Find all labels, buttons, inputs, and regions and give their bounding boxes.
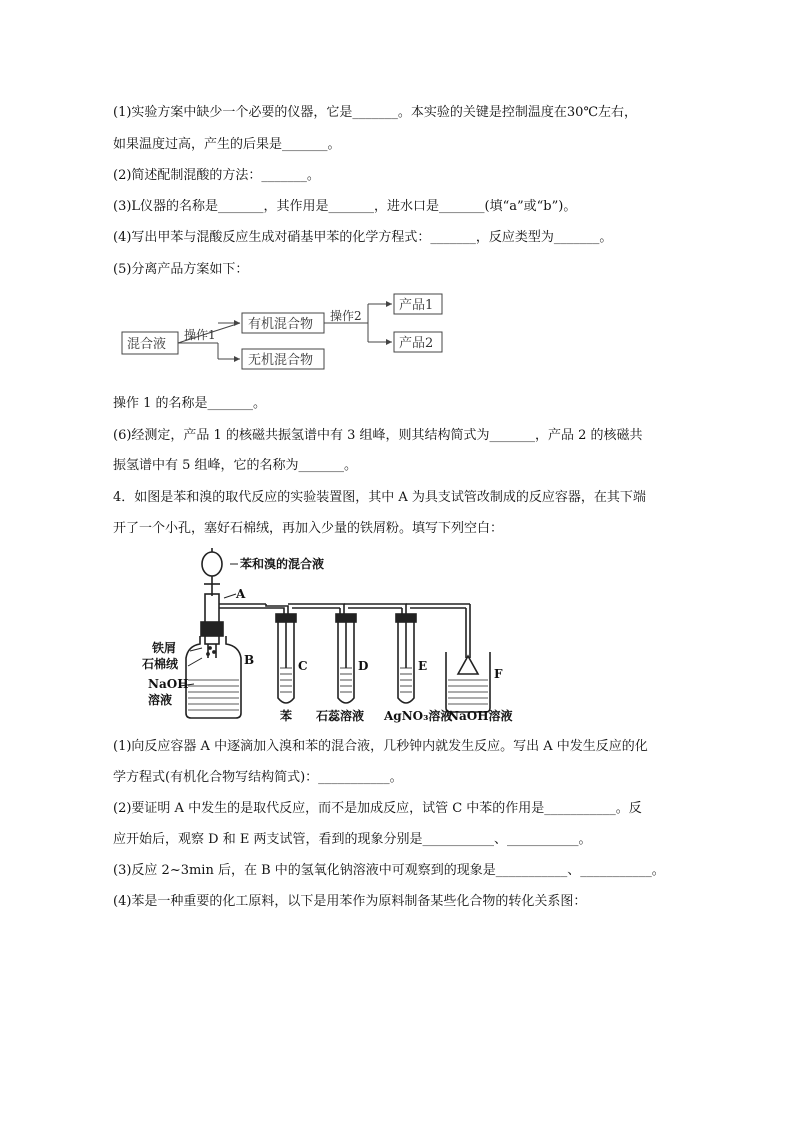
liquid-b [188,680,239,710]
separation-flow-diagram [118,290,458,376]
question-5-5-op1: 操作 1 的名称是_______。 [113,396,267,411]
beaker-f [446,652,490,712]
question-5-2: (2)简述配制混酸的方法：_______。 [113,168,320,183]
question-5-1-continued: 如果温度过高，产生的后果是_______。 [113,137,341,152]
label-b: B [244,653,255,667]
label-c: C [298,659,308,673]
question-5-3: (3)L仪器的名称是_______，其作用是_______，进水口是_______(填“a”或“b”)。 [113,199,577,214]
question-5-4: (4)写出甲苯与混酸反应生成对硝基甲苯的化学方程式：_______，反应类型为_______。 [113,230,613,245]
d-contents: 石蕊溶液 [316,709,365,723]
f-contents: NaOH溶液 [448,709,513,723]
question-5-1: (1)实验方案中缺少一个必要的仪器，它是_______。本实验的关键是控制温度在30℃左右， [113,105,637,120]
question-4-2: (2)要证明 A 中发生的是取代反应，而不是加成反应，试管 C 中苯的作用是___________。反 [113,801,642,816]
label-d: D [358,659,369,673]
flow-op1-label: 操作1 [184,328,216,342]
question-5-6: (6)经测定，产品 1 的核磁共振氢谱中有 3 组峰，则其结构简式为_______，产品 2 的核磁共 [113,428,643,443]
label-e: E [418,659,428,673]
flow-product2-label: 产品2 [399,336,434,351]
problem-4-intro-continued: 开了一个小孔，塞好石棉绒，再加入少量的铁屑粉。填写下列空白： [113,521,504,536]
flow-organic-label: 有机混合物 [248,317,314,332]
flow-start-label: 混合液 [127,337,167,352]
question-5-5: (5)分离产品方案如下： [113,262,249,277]
label-naoh: NaOH [148,677,189,691]
e-contents: AgNO₃溶液 [384,709,453,723]
separatory-funnel [202,552,222,576]
problem-4-intro: 4．如图是苯和溴的取代反应的实验装置图，其中 A 为具支试管改制成的反应容器，在其下端 [113,490,646,505]
question-4-3: (3)反应 2~3min 后，在 B 中的氢氧化钠溶液中可观察到的现象是___________、___________。 [113,863,665,878]
label-solution: 溶液 [148,693,173,707]
question-4-1-continued: 学方程式(有机化合物写结构简式)：___________。 [113,770,403,785]
label-asbestos: 石棉绒 [142,657,179,671]
question-4-1: (1)向反应容器 A 中逐滴加入溴和苯的混合液，几秒钟内就发生反应。写出 A 中发生反应的化 [113,739,648,754]
label-f: F [494,667,503,681]
question-5-6-continued: 振氢谱中有 5 组峰，它的名称为_______。 [113,458,358,473]
question-4-4: (4)苯是一种重要的化工原料，以下是用苯作为原料制备某些化合物的转化关系图： [113,894,587,909]
funnel-label: 苯和溴的混合液 [240,557,325,571]
flow-op2-label: 操作2 [330,309,362,323]
flow-inorganic-label: 无机混合物 [248,353,314,368]
question-4-2-continued: 应开始后，观察 D 和 E 两支试管，看到的现象分别是___________、___________。 [113,832,592,847]
bromination-apparatus-figure [140,548,525,728]
label-a: A [236,587,246,601]
flow-product1-label: 产品1 [399,298,434,313]
c-contents: 苯 [280,709,293,723]
label-iron: 铁屑 [152,641,177,655]
